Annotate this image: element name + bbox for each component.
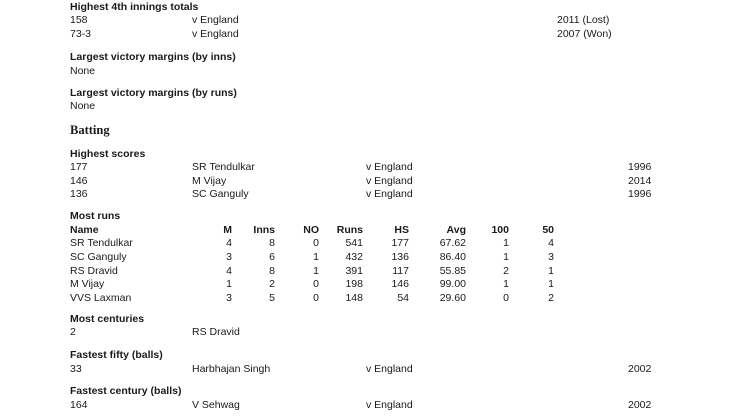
most-runs-cell-no: 0 <box>313 237 319 249</box>
section-heading-fastest-century: Fastest century (balls) <box>70 385 182 397</box>
row-year-result: 2007 (Won) <box>557 28 612 40</box>
most-runs-cell-50: 3 <box>548 251 554 263</box>
most-runs-cell-avg: 86.40 <box>439 251 466 263</box>
most-runs-cell-inns: 5 <box>269 292 275 304</box>
hs-score: 136 <box>70 188 88 200</box>
section-heading-victory-inns: Largest victory margins (by inns) <box>70 51 236 63</box>
most-runs-cell-m: 1 <box>226 278 232 290</box>
most-runs-cell-no: 1 <box>313 265 319 277</box>
most-runs-cell-inns: 2 <box>269 278 275 290</box>
fastest-century-opponent: v England <box>366 399 413 411</box>
most-runs-cell-m: 4 <box>226 237 232 249</box>
most-runs-cell-100: 0 <box>503 292 509 304</box>
col-header-name: Name <box>70 224 99 236</box>
row-score: 158 <box>70 14 88 26</box>
col-header-no: NO <box>303 224 319 236</box>
most-runs-cell-hs: 136 <box>391 251 409 263</box>
most-runs-cell-inns: 8 <box>269 237 275 249</box>
fastest-fifty-opponent: v England <box>366 363 413 375</box>
most-runs-cell-hs: 146 <box>391 278 409 290</box>
most-runs-cell-avg: 99.00 <box>439 278 466 290</box>
hs-player: SR Tendulkar <box>192 161 255 173</box>
row-score: 73-3 <box>70 28 92 40</box>
most-runs-cell-100: 1 <box>503 278 509 290</box>
most-runs-cell-100: 1 <box>503 237 509 249</box>
fastest-century-balls: 164 <box>70 399 88 411</box>
most-centuries-player: RS Dravid <box>192 326 240 338</box>
fastest-century-player: V Sehwag <box>192 399 240 411</box>
hs-player: M Vijay <box>192 175 227 187</box>
hs-score: 146 <box>70 175 88 187</box>
most-runs-cell-100: 2 <box>503 265 509 277</box>
section-heading-most-runs: Most runs <box>70 210 121 222</box>
row-opponent: v England <box>192 28 239 40</box>
row-opponent: v England <box>192 14 239 26</box>
most-runs-cell-50: 1 <box>548 278 554 290</box>
most-runs-cell-inns: 6 <box>269 251 275 263</box>
victory-runs-value: None <box>70 100 96 112</box>
most-runs-cell-no: 0 <box>313 278 319 290</box>
most-runs-cell-avg: 67.62 <box>439 237 466 249</box>
fastest-fifty-year: 2002 <box>628 363 652 375</box>
most-runs-cell-runs: 391 <box>345 265 363 277</box>
most-runs-cell-runs: 148 <box>345 292 363 304</box>
most-runs-cell-50: 2 <box>548 292 554 304</box>
most-runs-cell-name: M Vijay <box>70 278 105 290</box>
most-runs-cell-name: RS Dravid <box>70 265 118 277</box>
section-heading-fastest-fifty: Fastest fifty (balls) <box>70 349 163 361</box>
fastest-fifty-balls: 33 <box>70 363 82 375</box>
most-runs-cell-name: VVS Laxman <box>70 292 132 304</box>
most-runs-cell-100: 1 <box>503 251 509 263</box>
hs-player: SC Ganguly <box>192 188 249 200</box>
hs-year: 2014 <box>628 175 652 187</box>
section-heading-highest-4th-innings: Highest 4th innings totals <box>70 1 199 13</box>
most-runs-cell-hs: 177 <box>391 237 409 249</box>
most-runs-cell-runs: 541 <box>345 237 363 249</box>
section-heading-highest-scores: Highest scores <box>70 148 146 160</box>
most-runs-cell-name: SR Tendulkar <box>70 237 133 249</box>
most-runs-cell-no: 0 <box>313 292 319 304</box>
most-runs-cell-inns: 8 <box>269 265 275 277</box>
most-runs-cell-50: 4 <box>548 237 554 249</box>
col-header-m: M <box>223 224 232 236</box>
section-heading-most-centuries: Most centuries <box>70 313 145 325</box>
most-runs-cell-avg: 29.60 <box>439 292 466 304</box>
col-header-50: 50 <box>542 224 554 236</box>
most-runs-cell-name: SC Ganguly <box>70 251 127 263</box>
fastest-fifty-player: Harbhajan Singh <box>192 363 271 375</box>
col-header-runs: Runs <box>336 224 363 236</box>
row-year-result: 2011 (Lost) <box>557 14 610 26</box>
most-runs-cell-no: 1 <box>313 251 319 263</box>
most-runs-cell-avg: 55.85 <box>439 265 466 277</box>
hs-opponent: v England <box>366 175 413 187</box>
fastest-century-year: 2002 <box>628 399 652 411</box>
most-centuries-count: 2 <box>70 326 76 338</box>
section-heading-victory-runs: Largest victory margins (by runs) <box>70 87 237 99</box>
col-header-100: 100 <box>491 224 509 236</box>
col-header-avg: Avg <box>446 224 466 236</box>
most-runs-cell-50: 1 <box>548 265 554 277</box>
hs-year: 1996 <box>628 188 652 200</box>
most-runs-cell-hs: 54 <box>397 292 409 304</box>
most-runs-cell-m: 3 <box>226 251 232 263</box>
hs-year: 1996 <box>628 161 652 173</box>
most-runs-cell-runs: 198 <box>345 278 363 290</box>
victory-inns-value: None <box>70 65 96 77</box>
col-header-hs: HS <box>394 224 409 236</box>
batting-title: Batting <box>70 123 110 137</box>
hs-opponent: v England <box>366 188 413 200</box>
col-header-inns: Inns <box>253 224 275 236</box>
most-runs-cell-hs: 117 <box>392 265 409 277</box>
most-runs-cell-m: 4 <box>226 265 232 277</box>
hs-score: 177 <box>70 161 88 173</box>
most-runs-cell-m: 3 <box>226 292 232 304</box>
hs-opponent: v England <box>366 161 413 173</box>
most-runs-cell-runs: 432 <box>345 251 363 263</box>
